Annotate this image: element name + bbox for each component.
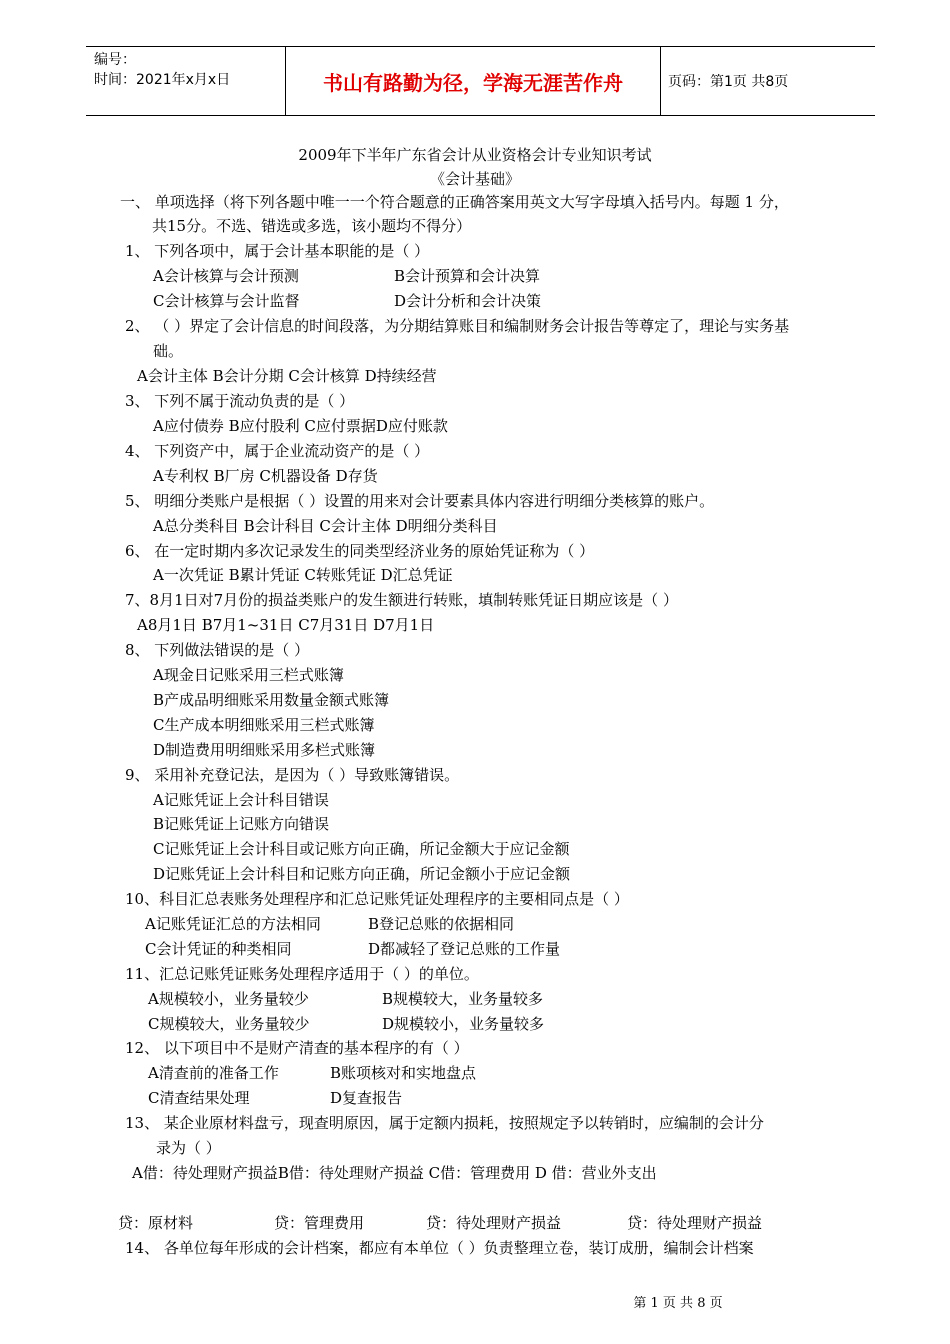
exam-subtitle: 《会计基础》 bbox=[429, 170, 520, 188]
options-row: A8月1日 B7月1~31日 C7月31日 D7月1日 bbox=[137, 616, 435, 634]
option: B登记总账的依据相同 bbox=[368, 915, 515, 933]
option: A会计核算与会计预测 bbox=[153, 267, 299, 285]
section-heading-cont: 共15分。不选、错选或多选，该小题均不得分） bbox=[152, 217, 472, 235]
option: C记账凭证上会计科目或记账方向正确，所记金额大于应记金额 bbox=[153, 840, 570, 858]
credit-entry: 贷：待处理财产损益 bbox=[426, 1214, 562, 1232]
question-4: 4、 下列资产中，属于企业流动资产的是（ ） bbox=[125, 442, 430, 460]
option: D会计分析和会计决策 bbox=[394, 292, 542, 310]
credit-entry: 贷：管理费用 bbox=[274, 1214, 365, 1232]
page-header bbox=[86, 46, 875, 116]
option: B会计预算和会计决算 bbox=[394, 267, 541, 285]
options-row: A会计主体 B会计分期 C会计核算 D持续经营 bbox=[137, 367, 437, 385]
option: B记账凭证上记账方向错误 bbox=[153, 815, 330, 833]
question-7: 7、8月1日对7月份的损益类账户的发生额进行转账，填制转账凭证日期应该是（ ） bbox=[125, 591, 678, 609]
options-row: A借：待处理财产损益B借：待处理财产损益 C借：管理费用 D 借：营业外支出 bbox=[132, 1164, 657, 1182]
options-row: A一次凭证 B累计凭证 C转账凭证 D汇总凭证 bbox=[153, 566, 453, 584]
option: D复查报告 bbox=[330, 1089, 403, 1107]
page-footer: 第 1 页 共 8 页 bbox=[633, 1296, 723, 1311]
options-row: A专利权 B厂房 C机器设备 D存货 bbox=[153, 467, 378, 485]
credit-entry: 贷：待处理财产损益 bbox=[627, 1214, 763, 1232]
question-12: 12、 以下项目中不是财产清查的基本程序的有（ ） bbox=[125, 1039, 469, 1057]
question-9: 9、 采用补充登记法，是因为（ ）导致账簿错误。 bbox=[125, 766, 460, 784]
option: C规模较大，业务量较少 bbox=[148, 1015, 310, 1033]
option: C生产成本明细账采用三栏式账簿 bbox=[153, 716, 375, 734]
serial-label: 编号： bbox=[94, 52, 136, 68]
time-label: 时间：2021年x月x日 bbox=[94, 72, 231, 88]
section-heading: 一、 单项选择（将下列各题中唯一一个符合题意的正确答案用英文大写字母填入括号内。每题 1 分， bbox=[120, 193, 789, 211]
question-13-cont: 录为（ ） bbox=[156, 1139, 221, 1157]
header-motto: 书山有路勤为径，学海无涯苦作舟 bbox=[286, 47, 661, 115]
question-2-cont: 础。 bbox=[153, 342, 184, 360]
option: A清查前的准备工作 bbox=[148, 1064, 279, 1082]
question-8: 8、 下列做法错误的是（ ） bbox=[125, 641, 310, 659]
option: B账项核对和实地盘点 bbox=[330, 1064, 477, 1082]
option: D记账凭证上会计科目和记账方向正确，所记金额小于应记金额 bbox=[153, 865, 571, 883]
option: D规模较小，业务量较多 bbox=[382, 1015, 545, 1033]
question-14: 14、 各单位每年形成的会计档案，都应有本单位（ ）负责整理立卷，装订成册，编制会计档案 bbox=[125, 1239, 754, 1257]
question-2: 2、 （ ）界定了会计信息的时间段落，为分期结算账目和编制财务会计报告等尊定了，理论与实务基 bbox=[125, 317, 790, 335]
option: C清查结果处理 bbox=[148, 1089, 250, 1107]
option: C会计凭证的种类相同 bbox=[145, 940, 292, 958]
option: C会计核算与会计监督 bbox=[153, 292, 300, 310]
option: D都减轻了登记总账的工作量 bbox=[368, 940, 561, 958]
options-row: A应付债券 B应付股利 C应付票据D应付账款 bbox=[153, 417, 448, 435]
option: D制造费用明细账采用多栏式账簿 bbox=[153, 741, 376, 759]
header-info-cell bbox=[86, 47, 286, 115]
header-page-info: 页码：第1页 共8页 bbox=[668, 74, 789, 90]
question-3: 3、 下列不属于流动负责的是（ ） bbox=[125, 392, 355, 410]
exam-title: 2009年下半年广东省会计从业资格会计专业知识考试 bbox=[298, 146, 652, 164]
option: A规模较小，业务量较少 bbox=[148, 990, 309, 1008]
option: A记账凭证汇总的方法相同 bbox=[145, 915, 321, 933]
options-row: A总分类科目 B会计科目 C会计主体 D明细分类科目 bbox=[153, 517, 498, 535]
question-13: 13、 某企业原材料盘亏，现查明原因，属于定额内损耗，按照规定予以转销时，应编制的会计分 bbox=[125, 1114, 764, 1132]
option: A记账凭证上会计科目错误 bbox=[153, 791, 329, 809]
question-6: 6、 在一定时期内多次记录发生的同类型经济业务的原始凭证称为（ ） bbox=[125, 542, 595, 560]
option: B产成品明细账采用数量金额式账簿 bbox=[153, 691, 390, 709]
question-10: 10、科目汇总表账务处理程序和汇总记账凭证处理程序的主要相同点是（ ） bbox=[125, 890, 629, 908]
question-5: 5、 明细分类账户是根据（ ）设置的用来对会计要素具体内容进行明细分类核算的账户。 bbox=[125, 492, 715, 510]
question-11: 11、汇总记账凭证账务处理程序适用于（ ）的单位。 bbox=[125, 965, 479, 983]
option: B规模较大，业务量较多 bbox=[382, 990, 544, 1008]
question-1: 1、 下列各项中，属于会计基本职能的是（ ） bbox=[125, 242, 430, 260]
option: A现金日记账采用三栏式账簿 bbox=[153, 666, 344, 684]
credit-entry: 贷：原材料 bbox=[118, 1214, 194, 1232]
